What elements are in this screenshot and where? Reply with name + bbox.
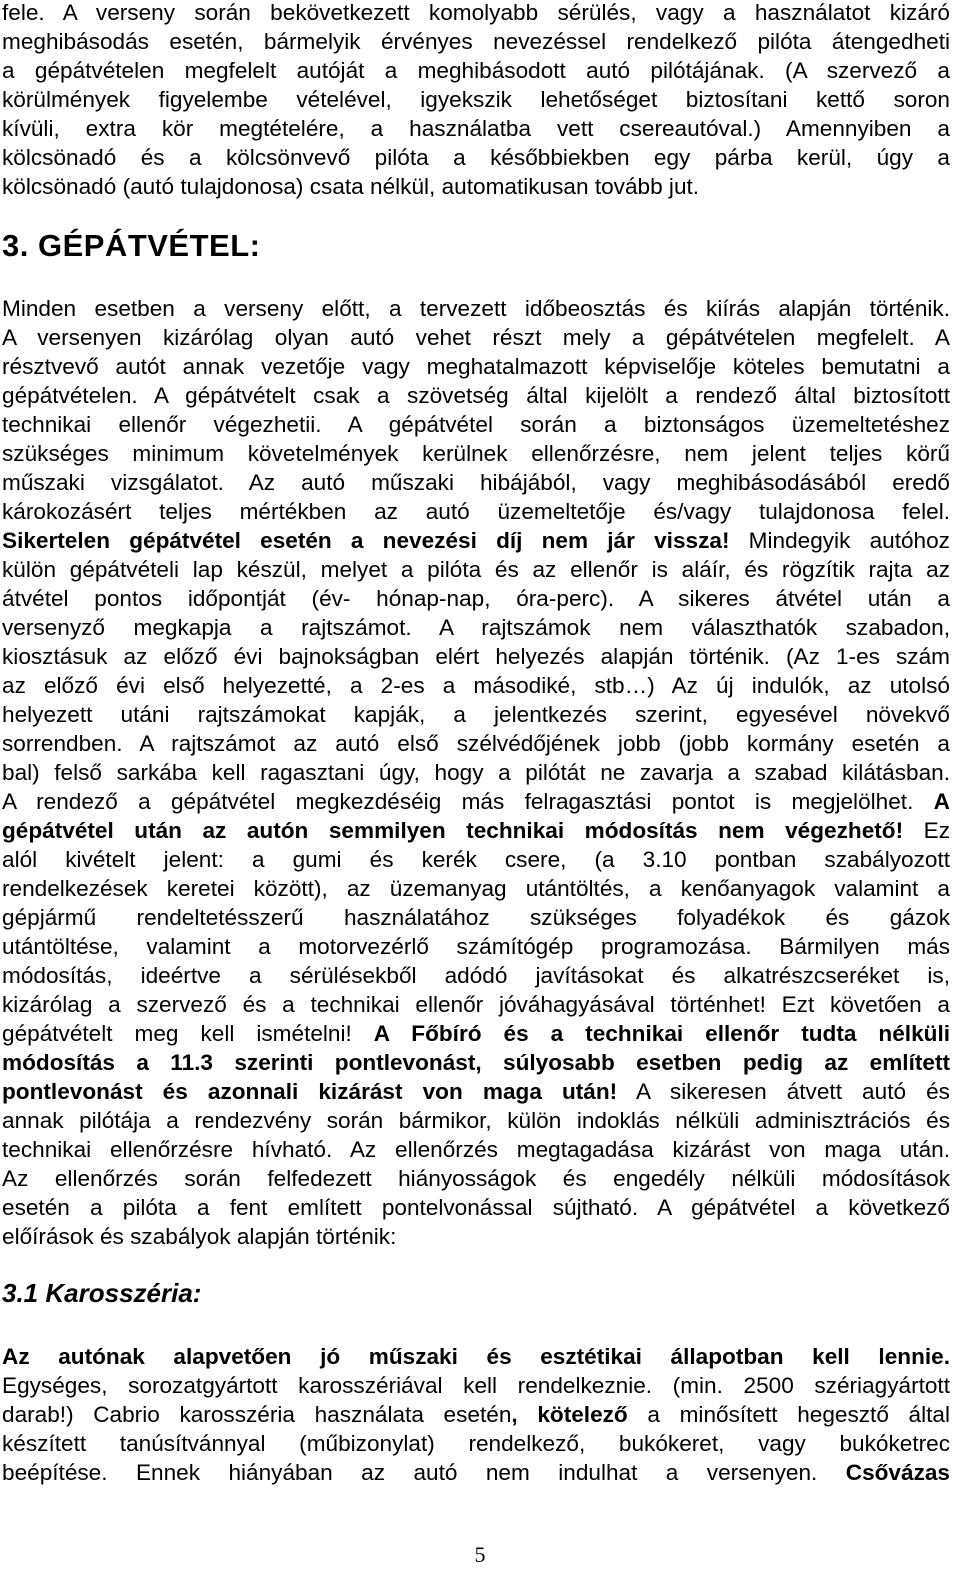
text-run: A rendező a gépátvétel megkezdéséig más felragasztási pontot is megjelölhet.	[2, 789, 934, 814]
text-run: beépítése. Ennek hiányában az autó nem indulhat a versenyen.	[2, 1460, 846, 1485]
text-line	[2, 1106, 950, 1135]
text-run: készített tanúsítvánnyal (műbizonylat) rendelkező, bukókeret, vagy bukóketrec	[2, 1431, 950, 1456]
text-line	[2, 1371, 950, 1400]
text-line	[2, 555, 950, 584]
text-run: résztvevő autót annak vezetője vagy meghatalmazott képviselője köteles bemutatni a	[2, 354, 950, 379]
bold-text: pontlevonást és azonnali kizárást von maga után!	[2, 1079, 618, 1104]
text-run: technikai ellenőr végezhetii. A gépátvétel során a biztonságos üzemeltetéshez	[2, 412, 950, 437]
text-line	[2, 1193, 950, 1222]
text-line	[2, 294, 950, 323]
text-line	[2, 323, 950, 352]
text-run: károkozásért teljes mértékben az autó üzemeltetője és/vagy tulajdonosa felel.	[2, 499, 950, 524]
text-run: bal) felső sarkába kell ragasztani úgy, hogy a pilótát ne zavarja a szabad kilátásban.	[2, 760, 950, 785]
text-line	[2, 1222, 950, 1251]
text-run: Mindegyik autóhoz	[729, 528, 950, 553]
subsection-heading-karosszeria: 3.1 Karosszéria:	[2, 1278, 202, 1308]
bold-text: módosítás a 11.3 szerinti pontlevonást, súlyosabb esetben pedig az említett	[2, 1050, 950, 1075]
text-run: Minden esetben a verseny előtt, a tervezett időbeosztás és kiírás alapján történik.	[2, 296, 950, 321]
text-line	[2, 787, 950, 816]
text-run: gépátvételt meg kell ismételni!	[2, 1021, 374, 1046]
text-run: módosítás, ideértve a sérülésekből adódó javításokat és alkatrészcseréket is,	[2, 963, 950, 988]
text-line: kívüli, extra kör megtételére, a használatba vett csereautóval.) Amennyiben a	[2, 116, 950, 141]
text-line: fele. A verseny során bekövetkezett komolyabb sérülés, vagy a használatot kizáró	[2, 0, 950, 25]
bold-text: Csővázas	[845, 1460, 950, 1485]
text-run: A versenyen kizárólag olyan autó vehet részt mely a gépátvételen megfelelt. A	[2, 325, 950, 350]
text-line	[2, 903, 950, 932]
text-run: alól kivételt jelent: a gumi és kerék csere, (a 3.10 pontban szabályozott	[2, 847, 950, 872]
paragraph-karosszeria	[2, 1342, 950, 1487]
text-line	[2, 352, 950, 381]
text-line: a gépátvételen megfelelt autóját a meghibásodott autó pilótájának. (A szervező a	[2, 58, 950, 83]
text-line	[2, 468, 950, 497]
text-line	[2, 1135, 950, 1164]
text-line	[2, 410, 950, 439]
text-line	[2, 526, 950, 555]
text-line	[2, 497, 950, 526]
text-line	[2, 642, 950, 671]
text-run: kiosztásuk az előző évi bajnokságban elért helyezés alapján történik. (Az 1-es szám	[2, 644, 950, 669]
text-run: átvétel pontos időpontját (év- hónap-nap, óra-perc). A sikeres átvétel után a	[2, 586, 950, 611]
text-line: meghibásodás esetén, bármelyik érvényes nevezéssel rendelkező pilóta átengedheti	[2, 29, 950, 54]
text-run: előírások és szabályok alapján történik:	[2, 1224, 397, 1249]
text-line	[2, 932, 950, 961]
text-run: Egységes, sorozatgyártott karosszériával kell rendelkeznie. (min. 2500 szériagyártott	[2, 1373, 950, 1398]
text-line	[2, 613, 950, 642]
bold-text: , kötelező	[511, 1402, 628, 1427]
bold-text: Az autónak alapvetően jó műszaki és esztétikai állapotban kell lennie.	[2, 1344, 950, 1369]
page-number: 5	[474, 1542, 486, 1567]
text-run: darab!) Cabrio karosszéria használata esetén	[2, 1402, 512, 1427]
text-run: az előző évi első helyezetté, a 2-es a másodiké, stb…) Az új indulók, az utolsó	[2, 673, 950, 698]
text-line	[2, 845, 950, 874]
text-run: technikai ellenőrzésre hívható. Az ellenőrzés megtagadása kizárást von maga után.	[2, 1137, 950, 1162]
section-heading-gepatvetel: 3. GÉPÁTVÉTEL:	[2, 228, 261, 263]
bold-text: A	[933, 789, 950, 814]
paragraph-substitute-car	[2, 0, 950, 201]
text-line	[2, 1077, 950, 1106]
text-run: helyezett utáni rajtszámokat kapják, a jelentkezés szerint, egyesével növekvő	[2, 702, 950, 727]
text-run: gépátvételen. A gépátvételt csak a szövetség által kijelölt a rendező által biztosított	[2, 383, 950, 408]
text-line	[2, 961, 950, 990]
text-line	[2, 671, 950, 700]
text-run: utántöltése, valamint a motorvezérlő számítógép programozása. Bármilyen más	[2, 934, 950, 959]
text-line	[2, 874, 950, 903]
bold-text: Sikertelen gépátvétel esetén a nevezési díj nem jár vissza!	[2, 528, 730, 553]
text-line	[2, 584, 950, 613]
bold-text: gépátvétel után az autón semmilyen technikai módosítás nem végezhető!	[2, 818, 904, 843]
paragraph-gepatvetel	[2, 294, 950, 1251]
text-line	[2, 729, 950, 758]
text-run: esetén a pilóta a fent említett pontelvonással sújtható. A gépátvétel a következő	[2, 1195, 950, 1220]
text-run: a minősített hegesztő által	[627, 1402, 950, 1427]
bold-text: A Főbíró és a technikai ellenőr tudta nélküli	[373, 1021, 950, 1046]
text-run: műszaki vizsgálatot. Az autó műszaki hibájából, vagy meghibásodásából eredő	[2, 470, 950, 495]
text-line: kölcsönadó (autó tulajdonosa) csata nélkül, automatikusan tovább jut.	[2, 174, 700, 199]
text-run: annak pilótája a rendezvény során bármikor, külön indoklás nélküli adminisztrációs és	[2, 1108, 950, 1133]
text-line	[2, 758, 950, 787]
text-run: sorrendben. A rajtszámot az autó első szélvédőjének jobb (jobb kormány esetén a	[2, 731, 950, 756]
text-line	[2, 1342, 950, 1371]
text-run: Ez	[903, 818, 950, 843]
text-line	[2, 816, 950, 845]
text-run: szükséges minimum követelmények kerülnek ellenőrzésre, nem jelent teljes körű	[2, 441, 950, 466]
text-line	[2, 1400, 950, 1429]
text-run: gépjármű rendeltetésszerű használatához szükséges folyadékok és gázok	[2, 905, 950, 930]
text-line	[2, 990, 950, 1019]
text-line	[2, 1164, 950, 1193]
text-line	[2, 439, 950, 468]
text-line: kölcsönadó és a kölcsönvevő pilóta a későbbiekben egy párba kerül, úgy a	[2, 145, 950, 170]
text-line: körülmények figyelembe vételével, igyekszik lehetőséget biztosítani kettő soron	[2, 87, 950, 112]
text-line	[2, 1458, 950, 1487]
text-line	[2, 1019, 950, 1048]
text-run: külön gépátvételi lap készül, melyet a pilóta és az ellenőr is aláír, és rögzítik rajta az	[2, 557, 950, 582]
text-line	[2, 381, 950, 410]
text-run: versenyző megkapja a rajtszámot. A rajtszámok nem választhatók szabadon,	[2, 615, 950, 640]
text-line	[2, 1429, 950, 1458]
text-run: Az ellenőrzés során felfedezett hiányosságok és engedély nélküli módosítások	[2, 1166, 950, 1191]
text-run: A sikeresen átvett autó és	[617, 1079, 950, 1104]
text-run: kizárólag a szervező és a technikai ellenőr jóváhagyásával történhet! Ezt követően a	[2, 992, 950, 1017]
text-line	[2, 700, 950, 729]
text-run: rendelkezések keretei között), az üzemanyag utántöltés, a kenőanyagok valamint a	[2, 876, 950, 901]
text-line	[2, 1048, 950, 1077]
